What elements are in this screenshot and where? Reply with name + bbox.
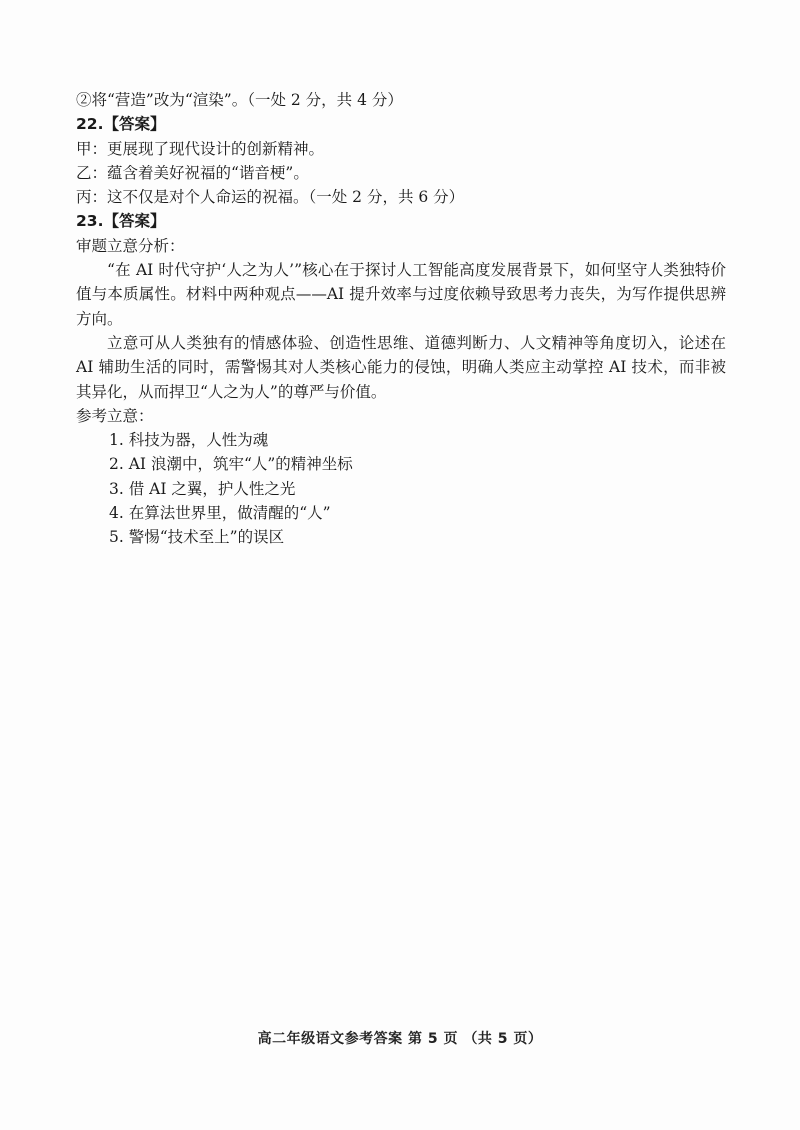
- answer-line-jia: 甲：更展现了现代设计的创新精神。: [76, 139, 325, 158]
- question-23-section: [76, 209, 726, 549]
- question-22-heading: 22.【答案】: [76, 115, 166, 134]
- reference-theme-list: [76, 428, 726, 549]
- answer-line-yi: 乙：蕴含着美好祝福的“谐音梗”。: [76, 163, 309, 182]
- list-item: 2. AI 浪潮中，筑牢“人”的精神坐标: [109, 455, 353, 474]
- list-item: 1. 科技为器，人性为魂: [109, 431, 269, 450]
- analysis-paragraph-2: 立意可从人类独有的情感体验、创造性思维、道德判断力、人文精神等角度切入，论述在 AI 辅助生活的同时，需警惕其对人类核心能力的侵蚀，明确人类应主动掌控 AI 技术，而非被其异化，从而捍卫“人之为人”的尊严与价值。: [76, 333, 726, 401]
- list-item: 5. 警惕“技术至上”的误区: [109, 528, 285, 547]
- question-22-section: [76, 112, 726, 209]
- analysis-label: 审题立意分析：: [76, 236, 185, 255]
- list-item: 3. 借 AI 之翼，护人性之光: [109, 479, 296, 498]
- answer-line-bing: 丙：这不仅是对个人命运的祝福。（一处 2 分，共 6 分）: [76, 188, 465, 207]
- page-footer: 高二年级语文参考答案 第 5 页 （共 5 页）: [257, 1031, 543, 1047]
- list-item: 4. 在算法世界里，做清醒的“人”: [109, 504, 331, 523]
- page-content: [76, 88, 726, 550]
- question-23-heading: 23.【答案】: [76, 212, 166, 231]
- revision-answer-line: ②将“营造”改为“渲染”。（一处 2 分，共 4 分）: [76, 91, 403, 109]
- analysis-paragraph-1: “在 AI 时代守护‘人之为人’”核心在于探讨人工智能高度发展背景下，如何坚守人类独特价值与本质属性。材料中两种观点——AI 提升效率与过度依赖导致思考力丧失，为写作提供思辨方向。: [76, 261, 726, 328]
- reference-label: 参考立意：: [76, 406, 154, 425]
